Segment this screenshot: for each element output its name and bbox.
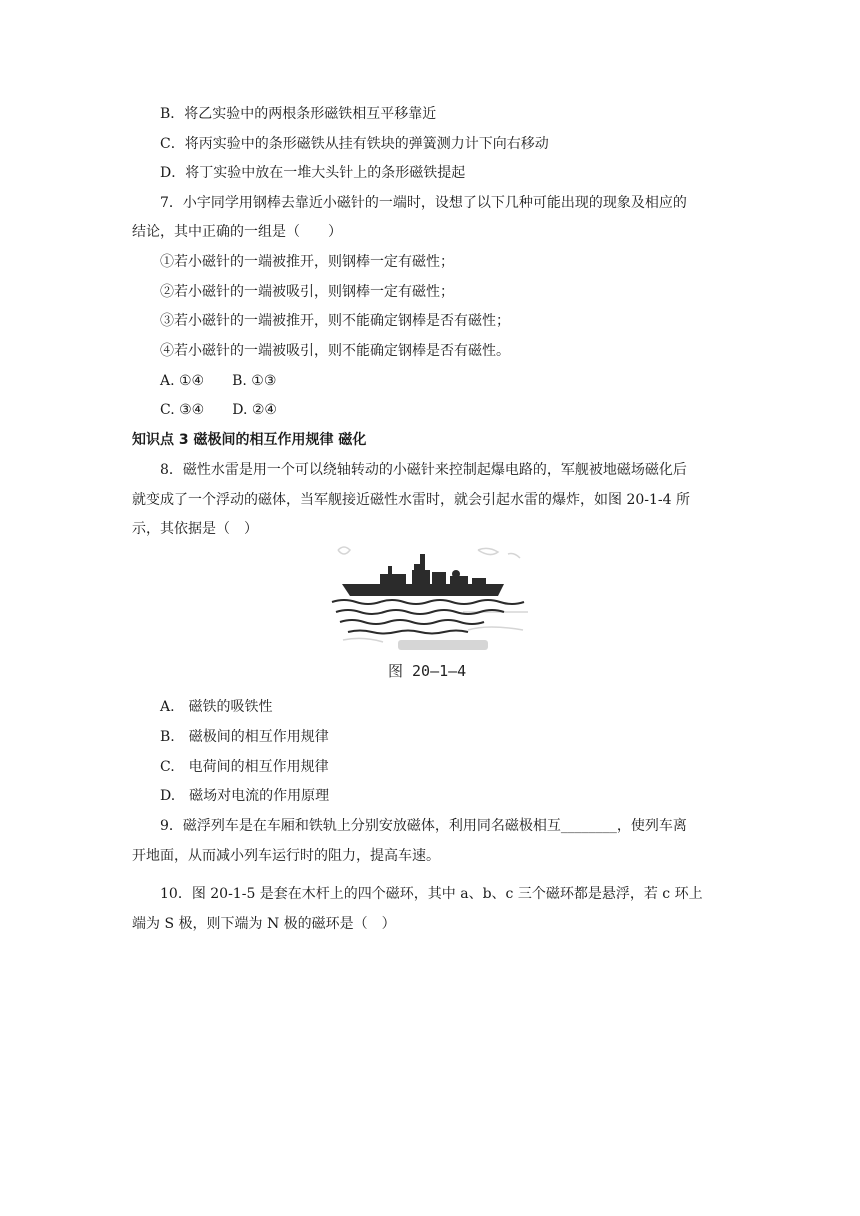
q9-line1: 9．磁浮列车是在车厢和铁轨上分别安放磁体，利用同名磁极相互________，使列车离 — [160, 818, 687, 834]
section-heading: 知识点 3 磁极间的相互作用规律 磁化 — [132, 432, 367, 448]
figure-caption: 图 20—1—4 — [388, 662, 467, 680]
q7-statement: ④若小磁针的一端被吸引，则不能确定钢棒是否有磁性。 — [160, 343, 510, 359]
q8-option-a: A. 磁铁的吸铁性 — [160, 699, 273, 715]
q8-option-d: D. 磁场对电流的作用原理 — [160, 788, 330, 804]
q6-option-d: D．将丁实验中放在一堆大头针上的条形磁铁提起 — [160, 165, 466, 181]
q10-line2: 端为 S 极，则下端为 N 极的磁环是（ ） — [132, 916, 396, 932]
q8-stem-line1: 8．磁性水雷是用一个可以绕轴转动的小磁针来控制起爆电路的，军舰被地磁场磁化后 — [160, 462, 687, 478]
q8-option-c: C. 电荷间的相互作用规律 — [160, 759, 329, 775]
q7-stem-line2: 结论，其中正确的一组是（ ） — [132, 224, 342, 240]
q7-statement: ②若小磁针的一端被吸引，则钢棒一定有磁性； — [160, 284, 454, 300]
q10-line1: 10．图 20-1-5 是套在木杆上的四个磁环，其中 a、b、c 三个磁环都是悬浮，若 c 环上 — [160, 886, 703, 902]
q7-stem-line1: 7．小宇同学用钢棒去靠近小磁针的一端时，设想了以下几种可能出现的现象及相应的 — [160, 195, 687, 211]
water-lines — [332, 600, 524, 634]
q8-stem-line2: 就变成了一个浮动的磁体，当军舰接近磁性水雷时，就会引起水雷的爆炸，如图 20-1-4 所 — [132, 492, 690, 508]
faint-caption-text — [398, 640, 488, 650]
q7-options-row2: C. ③④ D. ②④ — [160, 402, 277, 418]
q7-options-row1: A. ①④ B. ①③ — [160, 373, 277, 389]
q7-statement: ①若小磁针的一端被推开，则钢棒一定有磁性； — [160, 254, 454, 270]
warship-silhouette — [342, 554, 504, 596]
q7-statement: ③若小磁针的一端被推开，则不能确定钢棒是否有磁性； — [160, 313, 510, 329]
q8-stem-line3: 示，其依据是（ ） — [132, 521, 258, 537]
q8-option-b: B. 磁极间的相互作用规律 — [160, 729, 329, 745]
q6-option-c: C．将丙实验中的条形磁铁从挂有铁块的弹簧测力计下向右移动 — [160, 136, 549, 152]
q9-line2: 开地面，从而减小列车运行时的阻力，提高车速。 — [132, 848, 440, 864]
q6-option-b: B．将乙实验中的两根条形磁铁相互平移靠近 — [160, 106, 437, 122]
